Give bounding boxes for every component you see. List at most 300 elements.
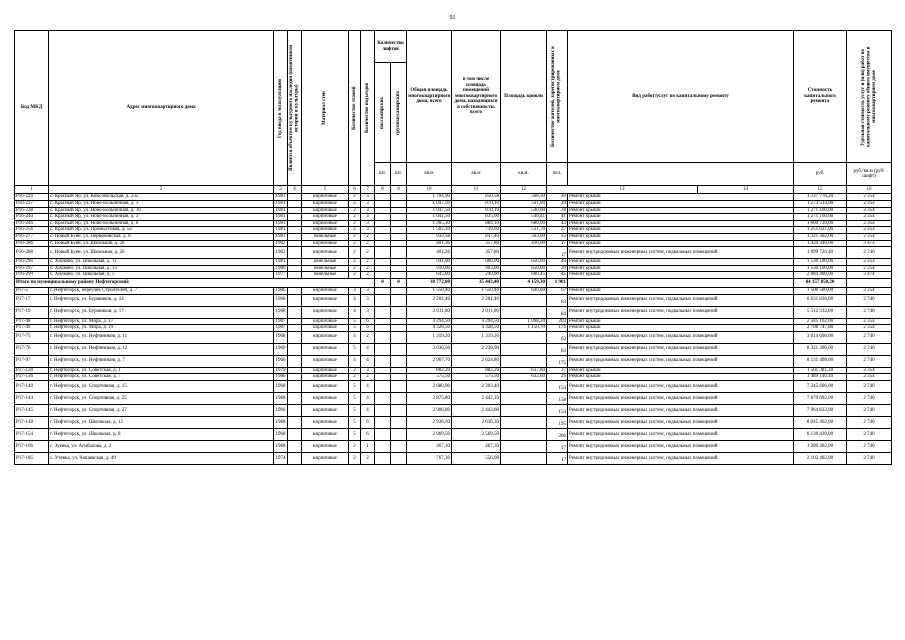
cell-roof-area: 1 098,20 (501, 318, 547, 325)
cell-floors: 3 (349, 287, 361, 294)
cell-code: Р17-5 (15, 287, 49, 294)
total-area: 38 772,00 (407, 278, 452, 287)
cell-premises-area: 870,10 (452, 207, 501, 214)
cell-cost: 1 271 160,00 (794, 207, 847, 214)
cell-residents: 39 (547, 265, 568, 272)
cell-lifts-cargo (391, 440, 407, 452)
cell-walls: кирпичные (302, 374, 349, 381)
cell-lifts-cargo (391, 200, 407, 207)
cell-lifts-pass (375, 440, 391, 452)
cell-walls: кирпичные (302, 306, 349, 318)
column-number: 8 (375, 186, 391, 194)
cell-unit-cost: 3 474 (847, 240, 892, 247)
cell-lifts-pass (375, 404, 391, 416)
cell-code: Р17-48 (15, 318, 49, 325)
table-row (15, 374, 892, 381)
cell-cost: 1 530 100,00 (794, 265, 847, 272)
cell-floors: 5 (349, 404, 361, 416)
cell-lifts-cargo (391, 287, 407, 294)
cell-residents: 40 (547, 259, 568, 266)
cell-heritage (288, 207, 302, 214)
cell-lifts-pass (375, 247, 391, 259)
cell-total-area: 2 011,80 (407, 306, 452, 318)
cell-year: 1966 (274, 404, 288, 416)
cell-unit-cost: 2 354 (847, 200, 892, 207)
cell-heritage (288, 287, 302, 294)
cell-floors: 2 (349, 259, 361, 266)
cell-residents: 67 (547, 287, 568, 294)
cell-residents: 195 (547, 416, 568, 428)
cell-entrances: 2 (361, 247, 375, 259)
column-number: 12 (501, 186, 547, 194)
cell-entrances: 3 (361, 294, 375, 306)
cell-address: с. Новый Буян, ул. Школьная, д. 26 (49, 247, 274, 259)
cell-walls: панельные (302, 265, 349, 272)
cell-entrances: 3 (361, 306, 375, 318)
cell-walls: кирпичные (302, 404, 349, 416)
column-number: 13 (547, 186, 698, 194)
cell-total-area: 1 550,40 (407, 287, 452, 294)
cell-lifts-cargo (391, 318, 407, 325)
cell-year: 1981 (275, 207, 286, 213)
cell-code: Р17-136 (15, 374, 49, 381)
cell-premises-area: 847,40 (452, 233, 501, 240)
cell-walls: кирпичные (302, 240, 349, 247)
cell-work-type: Ремонт крыши (568, 194, 794, 201)
cell-address: с. Красный Яр, ул. Ново-Больничная, д. 10 (49, 207, 274, 214)
cell-lifts-pass (375, 265, 391, 272)
cell-walls: кирпичные (302, 247, 349, 259)
cell-code: Р16-246 (15, 220, 49, 227)
cell-roof-area: 568,30 (501, 194, 547, 201)
cell-address: с. Хилково, ул. Школьная, д. 13 (49, 265, 274, 272)
cell-premises-area: 2 201,40 (452, 294, 501, 306)
cell-floors: 2 (349, 194, 361, 201)
cell-walls: кирпичные (302, 220, 349, 227)
cell-residents: 17 (547, 240, 568, 247)
cell-entrances: 6 (361, 416, 375, 428)
cell-heritage (288, 233, 302, 240)
cell-heritage (288, 428, 302, 440)
cell-work-type: Ремонт внутридомовых инженерных систем, подвальных помещений (568, 331, 794, 343)
cell-residents: 40 (547, 194, 568, 201)
cell-cost: 1 273 514,00 (794, 200, 847, 207)
table-row (15, 392, 892, 404)
cell-walls: кирпичные (302, 318, 349, 325)
cell-residents: 63 (547, 331, 568, 343)
cell-code: Р16-297 (15, 265, 49, 272)
cell-unit-cost: 2 740 (847, 416, 892, 428)
cell-total-area: 2 969,50 (407, 428, 452, 440)
cell-unit-cost: 2 740 (847, 331, 892, 343)
table-row (15, 404, 892, 416)
column-number: 4 (288, 186, 302, 194)
cell-lifts-pass (375, 355, 391, 367)
header-total-area: Общая площадь многоквартирного дома, всего (407, 31, 452, 163)
cell-total-area: 1 319,20 (407, 331, 452, 343)
cell-unit-cost: 2 354 (847, 194, 892, 201)
cell-work-type: Ремонт крыши (568, 200, 794, 207)
cell-heritage (288, 452, 302, 464)
header-walls: Материал стен (302, 31, 349, 186)
cell-premises-area: 835,00 (452, 214, 501, 221)
cell-year: 1974 (274, 452, 288, 464)
cell-unit-cost: 2 740 (847, 355, 892, 367)
header-residents: Количество жителей, зарегистрированных в многоквартирном доме (547, 31, 568, 163)
cell-address: г. Нефтегорск, ул. Спортивная, д. 15 (49, 380, 274, 392)
cell-heritage (288, 265, 302, 272)
cell-heritage (288, 306, 302, 318)
cell-code: Р17-140 (15, 380, 49, 392)
cell-code: Р17-19 (15, 306, 49, 318)
cell-roof-area (501, 343, 547, 355)
cell-residents: 83 (547, 294, 568, 306)
column-number-row (15, 186, 892, 194)
cell-walls: панельные (302, 272, 349, 279)
table-row (15, 325, 892, 332)
cell-floors: 2 (349, 272, 361, 279)
column-number: 7 (361, 186, 375, 194)
cell-walls: кирпичные (302, 207, 349, 214)
column-number: 10 (407, 186, 452, 194)
table-row (15, 233, 892, 240)
cell-walls: кирпичные (302, 380, 349, 392)
cell-year: 1981 (275, 200, 286, 206)
cell-premises-area: 882,20 (452, 367, 501, 374)
cell-roof-area: 680,00 (501, 220, 547, 227)
header-lifts-pass: пассажирских (375, 63, 391, 163)
cell-year: 1969 (274, 343, 288, 355)
cell-lifts-pass (375, 343, 391, 355)
cell-year: 1962 (275, 240, 286, 246)
cell-cost: 1 271 160,00 (794, 214, 847, 221)
cell-unit-cost: 2 740 (847, 306, 892, 318)
cell-cost: 2 102 402,00 (794, 452, 847, 464)
total-lifts-pass: 0 (375, 278, 391, 287)
cell-year: 1981 (275, 227, 286, 233)
cell-cost: 5 512 332,00 (794, 306, 847, 318)
cell-work-type: Ремонт крыши (568, 233, 794, 240)
cell-residents: 45 (547, 272, 568, 279)
cell-roof-area: 540,00 (501, 207, 547, 214)
cell-premises-area: 2 011,80 (452, 306, 501, 318)
cell-cost: 1 325 302,00 (794, 233, 847, 240)
cell-residents: 17 (547, 247, 568, 259)
header-roof-area: Площадь кровли (501, 31, 547, 163)
cell-heritage (288, 416, 302, 428)
cell-cost: 8 321 306,00 (794, 343, 847, 355)
cell-premises-area: 2 569,50 (452, 428, 501, 440)
header-floors: Количество этажей (349, 31, 361, 186)
cell-premises-area: 2 636,30 (452, 416, 501, 428)
cell-unit-cost: 2 740 (847, 380, 892, 392)
cell-heritage (288, 247, 302, 259)
cell-floors: 2 (349, 452, 361, 464)
cell-walls: кирпичные (302, 428, 349, 440)
column-number: 1 (15, 186, 49, 194)
cell-entrances: 6 (361, 325, 375, 332)
cell-residents: 154 (547, 404, 568, 416)
cell-address: с. Хилково, ул. Школьная, д. 5 (49, 272, 274, 279)
cell-unit-cost: 3 474 (847, 272, 892, 279)
cell-heritage (288, 259, 302, 266)
cell-premises-area: 4 294,50 (452, 318, 501, 325)
cell-year: 1968 (274, 416, 288, 428)
header-lifts: Количество лифтов (375, 31, 407, 63)
cell-total-area: 2 201,40 (407, 294, 452, 306)
cell-year: 1981 (275, 220, 286, 226)
cell-premises-area: 240,00 (452, 272, 501, 279)
cell-address: с. Новый Буян, ул. Школьная, д. 26 (49, 240, 274, 247)
cell-total-area: 2 906,80 (407, 404, 452, 416)
cell-residents: 154 (547, 380, 568, 392)
cell-year: 1977 (275, 272, 286, 278)
cell-address: г. Нефтегорск, ул. Школьная, д. 8 (49, 428, 274, 440)
cell-address: с. Хилково, ул. Школьная, д. 11 (49, 259, 274, 266)
cell-residents: 27 (547, 227, 568, 234)
cell-lifts-pass (375, 428, 391, 440)
cell-cost: 7 964 632,00 (794, 404, 847, 416)
cell-work-type: Ремонт крыши (568, 325, 794, 332)
cell-roof-area (501, 247, 547, 259)
cell-work-type: Ремонт внутридомовых инженерных систем, подвальных помещений (568, 247, 794, 259)
cell-work-type: Ремонт крыши (568, 265, 794, 272)
table-row (15, 428, 892, 440)
cell-roof-area (501, 416, 547, 428)
cell-roof-area (501, 331, 547, 343)
cell-work-type: Ремонт крыши (568, 207, 794, 214)
cell-lifts-cargo (391, 294, 407, 306)
cell-premises-area: 2 443,60 (452, 404, 501, 416)
cell-total-area: 1 305,30 (407, 220, 452, 227)
cell-roof-area (501, 380, 547, 392)
cell-lifts-pass (375, 214, 391, 221)
cell-residents: 43 (547, 220, 568, 227)
cell-total-area: 2 936,30 (407, 416, 452, 428)
cell-lifts-cargo (391, 265, 407, 272)
cell-residents: 40 (547, 200, 568, 207)
cell-lifts-pass (375, 306, 391, 318)
cell-code: Р16-237 (15, 200, 49, 207)
total-residents: 1 901 (547, 278, 568, 287)
cell-cost: 8 131 498,00 (794, 355, 847, 367)
cell-total-area: 2 875,80 (407, 392, 452, 404)
cell-walls: кирпичные (302, 287, 349, 294)
table-row (15, 343, 892, 355)
cell-floors: 5 (349, 392, 361, 404)
cell-roof-area (501, 440, 547, 452)
cell-entrances: 2 (361, 265, 375, 272)
cell-total-area: 1 565,10 (407, 227, 452, 234)
cell-address: г. Нефтегорск, переулок Строителей, д. 7 (49, 287, 274, 294)
cell-cost: 6 031 836,00 (794, 294, 847, 306)
cell-code: Р17-144 (15, 392, 49, 404)
cell-lifts-pass (375, 227, 391, 234)
cell-address: г. Нефтегорск, ул. Нефтяников, д. 7 (49, 355, 274, 367)
cell-unit-cost: 2 740 (847, 440, 892, 452)
cell-lifts-cargo (391, 259, 407, 266)
header-premises-area: в том числе площадь помещений многоквартирного дома, находящихся в собственности, всего (452, 31, 501, 163)
cell-lifts-pass (375, 272, 391, 279)
cell-year: 1986 (275, 287, 286, 293)
cell-residents: 41 (547, 214, 568, 221)
cell-work-type: Ремонт крыши (568, 318, 794, 325)
cell-roof-area (501, 392, 547, 404)
column-number: 9 (391, 186, 407, 194)
cell-roof-area: 531,70 (501, 227, 547, 234)
cell-walls: кирпичные (302, 200, 349, 207)
cell-floors: 4 (349, 355, 361, 367)
cell-heritage (288, 194, 302, 201)
cell-lifts-pass (375, 259, 391, 266)
cell-premises-area: 884,10 (452, 220, 501, 227)
cell-lifts-pass (375, 233, 391, 240)
cell-entrances: 4 (361, 392, 375, 404)
cell-work-type: Ремонт крыши (568, 259, 794, 266)
cell-address: г. Нефтегорск, ул. Спортивная, д. 25 (49, 392, 274, 404)
cell-year: 1968 (274, 306, 288, 318)
cell-work-type: Ремонт крыши (568, 240, 794, 247)
cell-code: Р16-286 (15, 240, 49, 247)
cell-floors: 5 (349, 325, 361, 332)
cell-unit-cost: 2 354 (847, 227, 892, 234)
cell-walls: кирпичные (302, 392, 349, 404)
header-year: Год ввода в эксплуатацию (274, 31, 288, 186)
cell-year: 1987 (275, 325, 286, 331)
cell-residents: 175 (547, 355, 568, 367)
cell-code: Р17-75 (15, 331, 49, 343)
column-number: 14 (698, 186, 794, 194)
cell-cost: 1 530 100,00 (794, 259, 847, 266)
cell-premises-area: 870,10 (452, 200, 501, 207)
cell-year: 1981 (275, 259, 286, 265)
cell-address: г. Нефтегорск, ул. Нефтяников, д. 12 (49, 343, 274, 355)
cell-roof-area: 600,45 (501, 272, 547, 279)
cell-walls: кирпичные (302, 294, 349, 306)
column-number: 11 (452, 186, 501, 194)
cell-roof-area (501, 404, 547, 416)
cell-residents: 158 (547, 392, 568, 404)
cell-floors: 2 (349, 214, 361, 221)
cell-unit-cost: 2 354 (847, 325, 892, 332)
cell-premises-area: 4 328,50 (452, 325, 501, 332)
cell-unit-cost: 2 740 (847, 343, 892, 355)
cell-entrances: 3 (361, 207, 375, 214)
total-lifts-cargo: 0 (391, 278, 407, 287)
cell-heritage (288, 367, 302, 374)
cell-cost: 2 708 747,80 (794, 325, 847, 332)
cell-floors: 2 (349, 247, 361, 259)
cell-heritage (288, 214, 302, 221)
cell-code: Р17-97 (15, 355, 49, 367)
cell-lifts-pass (375, 287, 391, 294)
cell-floors: 4 (349, 306, 361, 318)
cell-heritage (288, 318, 302, 325)
cell-lifts-pass (375, 367, 391, 374)
cell-work-type: Ремонт внутридомовых инженерных систем, подвальных помещений (568, 343, 794, 355)
unit-unit-cost: руб./кв.м (руб/шифт) (847, 163, 892, 186)
cell-premises-area: 2 624,80 (452, 355, 501, 367)
table-row (15, 227, 892, 234)
cell-cost: 1 099 726,40 (794, 247, 847, 259)
cell-total-area: 910,00 (407, 265, 452, 272)
cell-entrances: 2 (361, 259, 375, 266)
cell-lifts-cargo (391, 374, 407, 381)
cell-work-type: Ремонт крыши (568, 367, 794, 374)
cell-lifts-pass (375, 416, 391, 428)
cell-cost: 1 280 402,00 (794, 440, 847, 452)
cell-address: г. Нефтегорск, ул. Спортивная, д. 27 (49, 404, 274, 416)
cell-total-area: 767,30 (407, 452, 452, 464)
cell-work-type: Ремонт внутридомовых инженерных систем, подвальных помещений (568, 355, 794, 367)
cell-floors: 2 (349, 220, 361, 227)
cell-lifts-cargo (391, 355, 407, 367)
cell-entrances: 4 (361, 355, 375, 367)
cell-entrances: 4 (361, 404, 375, 416)
cell-premises-area: 1 319,20 (452, 331, 501, 343)
cell-heritage (288, 325, 302, 332)
cell-unit-cost: 2 740 (847, 392, 892, 404)
cell-roof-area (501, 355, 547, 367)
cell-lifts-cargo (391, 194, 407, 201)
cell-work-type: Ремонт крыши (568, 214, 794, 221)
cell-floors: 2 (349, 374, 361, 381)
cell-cost: 1 506 500,00 (794, 287, 847, 294)
total-premises-area: 35 443,40 (452, 278, 501, 287)
table-row (15, 272, 892, 279)
cell-address: с. Утевка, ул. Чапаевская, д. 49 (49, 452, 274, 464)
cell-lifts-cargo (391, 367, 407, 374)
total-row (15, 278, 892, 287)
cell-address: г. Нефтегорск, ул. Буровиков, д. 17 (49, 306, 274, 318)
cell-lifts-pass (375, 240, 391, 247)
cell-premises-area: 357,80 (452, 247, 501, 259)
cell-premises-area: 575,50 (452, 374, 501, 381)
header-heritage: Является объектом культурного наследия (памятником истории и культуры) (288, 31, 302, 186)
cell-walls: кирпичные (302, 194, 349, 201)
cell-walls: кирпичные (302, 367, 349, 374)
cell-year: 1968 (274, 331, 288, 343)
cell-lifts-pass (375, 331, 391, 343)
total-cost: 84 157 058,20 (794, 278, 847, 287)
cell-year: 1979 (275, 367, 286, 373)
table-row (15, 318, 892, 325)
cell-work-type: Ремонт внутридомовых инженерных систем, подвальных помещений (568, 392, 794, 404)
cell-roof-area: 650,00 (501, 265, 547, 272)
cell-heritage (288, 240, 302, 247)
cell-floors: 5 (349, 416, 361, 428)
cell-work-type: Ремонт крыши (568, 374, 794, 381)
table-row (15, 440, 892, 452)
cell-unit-cost: 2 354 (847, 374, 892, 381)
unit-premises-area: кв.м (452, 163, 501, 186)
cell-roof-area: 563,00 (501, 233, 547, 240)
cell-work-type: Ремонт внутридомовых инженерных систем, подвальных помещений (568, 380, 794, 392)
cell-year: 1968 (274, 428, 288, 440)
cell-entrances: 3 (361, 200, 375, 207)
cell-address: г. Нефтегорск, ул. Школьная, д. 12 (49, 416, 274, 428)
cell-total-area: 2 967,70 (407, 355, 452, 367)
cell-lifts-cargo (391, 272, 407, 279)
cell-cost: 7 879 692,00 (794, 392, 847, 404)
cell-lifts-pass (375, 207, 391, 214)
cell-total-area: 932,58 (407, 233, 452, 240)
cell-walls: кирпичные (302, 343, 349, 355)
cell-heritage (288, 380, 302, 392)
cell-lifts-cargo (391, 306, 407, 318)
table-row (15, 331, 892, 343)
cell-unit-cost: 2 354 (847, 367, 892, 374)
